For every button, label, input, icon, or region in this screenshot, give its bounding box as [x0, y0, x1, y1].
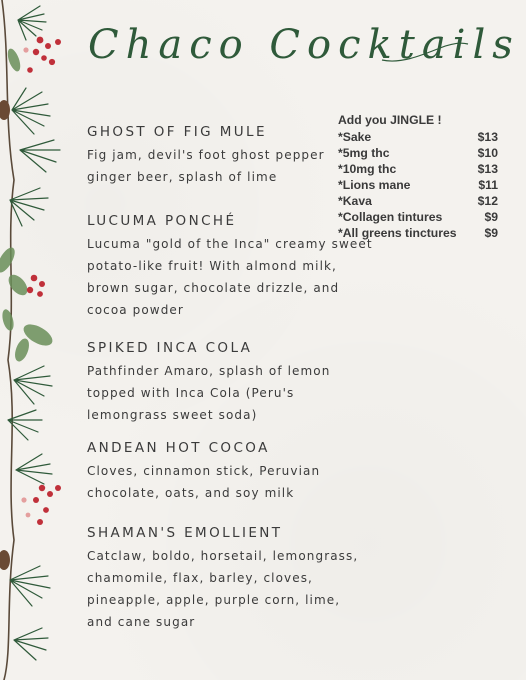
addon-price: $11	[478, 178, 498, 192]
drink-description: Pathfinder Amaro, splash of lemon topped with Inca Cola (Peru's lemongrass sweet soda)	[87, 364, 331, 422]
drink-name: ANDEAN HOT COCOA	[87, 440, 270, 456]
drink-item-lucuma-ponche	[87, 213, 387, 321]
pine-garland-decoration	[0, 0, 80, 680]
drink-name: SPIKED INCA COLA	[87, 340, 253, 356]
addon-name: *Lions mane	[338, 178, 411, 192]
addon-price: $13	[477, 162, 498, 176]
drink-name: SHAMAN'S EMOLLIENT	[87, 525, 283, 541]
addon-row	[338, 145, 498, 161]
addon-row	[338, 193, 498, 209]
addon-name: *10mg thc	[338, 162, 397, 176]
drink-name: LUCUMA PONCHÉ	[87, 213, 237, 229]
drink-description: Catclaw, boldo, horsetail, lemongrass, chamomile, flax, barley, cloves, pineapple, apple, purple corn, lime, and cane sugar	[87, 549, 359, 629]
drink-item-andean-hot-cocoa	[87, 440, 387, 504]
addon-price: $13	[477, 130, 498, 144]
addon-name: *Collagen tintures	[338, 210, 443, 224]
drink-item-spiked-inca-cola	[87, 340, 387, 426]
addon-name: *All greens tinctures	[338, 226, 457, 240]
addon-name: *5mg thc	[338, 146, 390, 160]
addon-row	[338, 161, 498, 177]
menu-title: Chaco Cocktails	[88, 22, 520, 68]
addon-row	[338, 177, 498, 193]
addon-price: $9	[484, 210, 498, 224]
addon-name: *Kava	[338, 194, 372, 208]
addon-row	[338, 129, 498, 145]
drink-description: Lucuma "gold of the Inca" creamy sweet potato-like fruit! With almond milk, brown sugar, chocolate drizzle, and cocoa powder	[87, 237, 373, 317]
addon-price: $10	[477, 146, 498, 160]
addon-price: $12	[477, 194, 498, 208]
title-swash-decoration	[380, 38, 470, 68]
addon-price: $9	[484, 226, 498, 240]
drink-item-shamans-emollient	[87, 525, 387, 633]
drink-description: Fig jam, devil's foot ghost pepper ginger beer, splash of lime	[87, 148, 325, 184]
addons-heading: Add you JINGLE !	[338, 113, 442, 127]
drink-name: GHOST OF FIG MULE	[87, 124, 267, 140]
drink-description: Cloves, cinnamon stick, Peruvian chocolate, oats, and soy milk	[87, 464, 321, 500]
addon-name: *Sake	[338, 130, 372, 144]
drink-item-ghost-of-fig-mule	[87, 124, 337, 188]
